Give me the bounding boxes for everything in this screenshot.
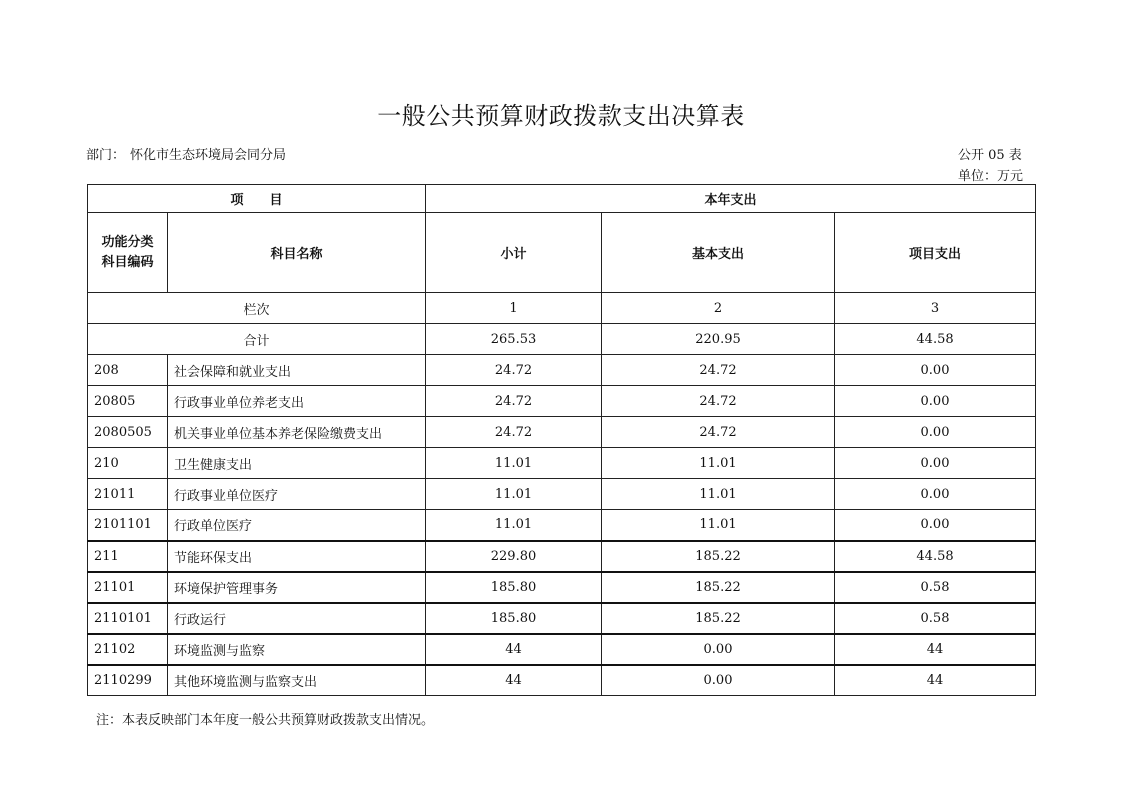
row-name: 卫生健康支出 [168,448,426,479]
row-subtotal: 229.80 [426,541,602,572]
row-basic: 0.00 [602,665,835,696]
table-row [88,510,1036,541]
table-row [88,541,1036,572]
row-project: 0.00 [835,386,1036,417]
total-subtotal: 265.53 [426,324,602,355]
row-project: 0.00 [835,510,1036,541]
row-name: 环境保护管理事务 [168,572,426,603]
row-code: 208 [88,355,168,386]
table-row [88,448,1036,479]
row-subtotal: 185.80 [426,603,602,634]
row-name: 行政运行 [168,603,426,634]
header-row-group [88,185,1036,213]
row-project: 0.58 [835,603,1036,634]
department-value: 怀化市生态环境局会同分局 [130,148,287,163]
row-subtotal: 24.72 [426,417,602,448]
total-row [88,324,1036,355]
row-name: 环境监测与监察 [168,634,426,665]
row-code: 21011 [88,479,168,510]
row-basic: 185.22 [602,541,835,572]
row-code: 2110101 [88,603,168,634]
row-basic: 185.22 [602,572,835,603]
table-row [88,479,1036,510]
header-subtotal: 小计 [426,213,602,293]
table-row [88,572,1036,603]
row-subtotal: 11.01 [426,510,602,541]
footnote: 注：本表反映部门本年度一般公共预算财政拨款支出情况。 [96,713,435,728]
row-project: 44.58 [835,541,1036,572]
row-subtotal: 11.01 [426,479,602,510]
row-project: 44 [835,665,1036,696]
row-code: 20805 [88,386,168,417]
total-basic: 220.95 [602,324,835,355]
column-index-2: 2 [602,293,835,324]
header-name: 科目名称 [168,213,426,293]
table-row [88,386,1036,417]
row-project: 0.00 [835,417,1036,448]
column-index-label: 栏次 [88,293,426,324]
row-name: 行政单位医疗 [168,510,426,541]
row-subtotal: 24.72 [426,355,602,386]
header-item: 项 目 [88,185,426,213]
header-row-columns [88,213,1036,293]
row-project: 0.58 [835,572,1036,603]
form-number: 公开 05 表 [958,148,1022,163]
row-subtotal: 44 [426,634,602,665]
column-index-1: 1 [426,293,602,324]
row-basic: 11.01 [602,479,835,510]
header-current-year: 本年支出 [426,185,1036,213]
header-basic: 基本支出 [602,213,835,293]
table-row [88,355,1036,386]
row-code: 21102 [88,634,168,665]
row-code: 2101101 [88,510,168,541]
row-basic: 0.00 [602,634,835,665]
row-code: 2080505 [88,417,168,448]
row-name: 其他环境监测与监察支出 [168,665,426,696]
total-label: 合计 [88,324,426,355]
row-name: 机关事业单位基本养老保险缴费支出 [168,417,426,448]
table-row [88,417,1036,448]
row-subtotal: 185.80 [426,572,602,603]
department-label: 部门： [86,148,126,163]
row-subtotal: 24.72 [426,386,602,417]
header-project: 项目支出 [835,213,1036,293]
row-code: 21101 [88,572,168,603]
row-name: 行政事业单位医疗 [168,479,426,510]
row-code: 211 [88,541,168,572]
unit-label: 单位：万元 [958,169,1024,184]
row-project: 44 [835,634,1036,665]
column-index-3: 3 [835,293,1036,324]
row-code: 2110299 [88,665,168,696]
row-basic: 24.72 [602,355,835,386]
row-basic: 24.72 [602,386,835,417]
row-project: 0.00 [835,448,1036,479]
row-basic: 185.22 [602,603,835,634]
row-code: 210 [88,448,168,479]
row-basic: 11.01 [602,448,835,479]
budget-table [87,184,1036,696]
table-row [88,603,1036,634]
row-project: 0.00 [835,479,1036,510]
row-name: 行政事业单位养老支出 [168,386,426,417]
table-row [88,634,1036,665]
row-name: 节能环保支出 [168,541,426,572]
row-name: 社会保障和就业支出 [168,355,426,386]
row-basic: 24.72 [602,417,835,448]
row-project: 0.00 [835,355,1036,386]
row-basic: 11.01 [602,510,835,541]
page-title: 一般公共预算财政拨款支出决算表 [377,102,745,130]
row-subtotal: 11.01 [426,448,602,479]
row-subtotal: 44 [426,665,602,696]
header-code: 功能分类 科目编码 [88,213,168,293]
total-project: 44.58 [835,324,1036,355]
column-index-row [88,293,1036,324]
table-row [88,665,1036,696]
